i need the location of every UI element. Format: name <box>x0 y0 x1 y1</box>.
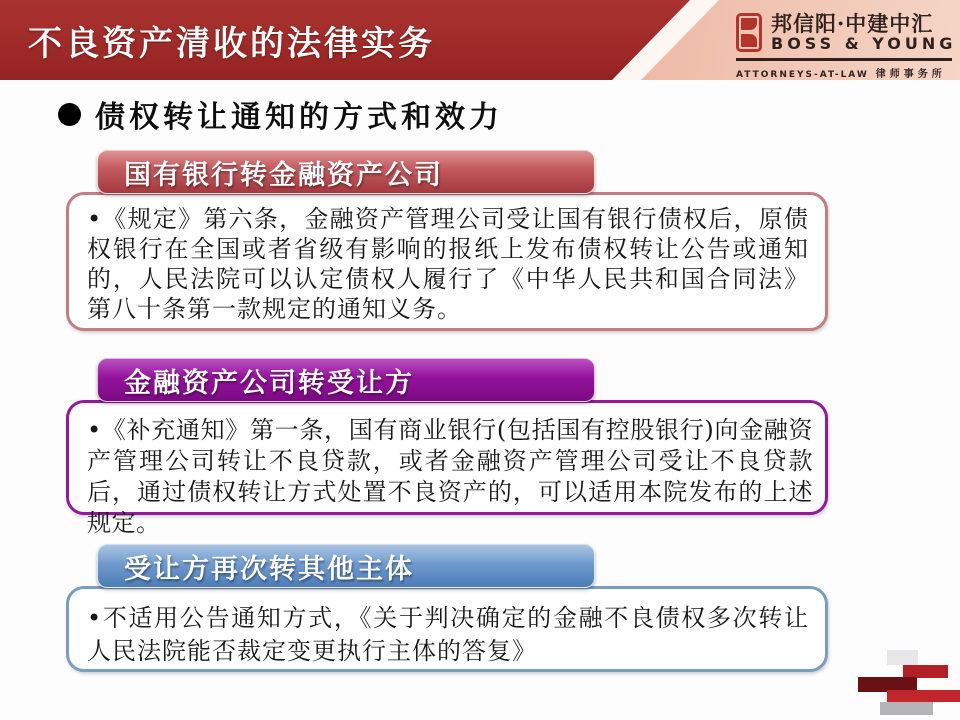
textbox-amc-to-assignee <box>66 400 828 537</box>
tab-amc-to-assignee <box>97 358 595 402</box>
section-heading <box>58 92 503 136</box>
textbox-body: •《规定》第六条，金融资产管理公司受让国有银行债权后，原债权银行在全国或者省级有影响的报纸上发布债权转让公告或通知的，人民法院可以认定债权人履行了《中华人民共和国合同法》第八十条第一款规定的通知义务。 <box>87 205 809 323</box>
tab-assignee-to-others <box>97 544 595 588</box>
logo-cn-name: 邦信阳·中建中汇 <box>771 11 934 36</box>
tab-label: 金融资产公司转受让方 <box>124 367 414 399</box>
textbox-state-bank-to-amc <box>66 192 828 331</box>
tab-label: 受让方再次转其他主体 <box>124 553 414 585</box>
footer-deco-red-band-block <box>887 690 960 702</box>
logo-en-name: BOSS & YOUNG <box>771 34 957 53</box>
textbox-body: •《补充通知》第一条，国有商业银行(包括国有控股银行)向金融资产管理公司转让不良贷款，或者金融资产管理公司受让不良贷款后，通过债权转让方式处置不良资产的，可以适用本院发布的上述规定。 <box>87 416 813 537</box>
logo-row <box>736 11 957 53</box>
footer-deco-gray-block <box>880 702 933 715</box>
logo-tagline-cn: 律师事务所 <box>875 69 946 80</box>
textbox-body: •不适用公告通知方式，《关于判决确定的金融不良债权多次转让人民法院能否裁定变更执行主体的答复》 <box>87 604 809 665</box>
logo-tagline-en: ATTORNEYS-AT-LAW <box>736 70 869 80</box>
header-banner <box>0 0 960 80</box>
logo-mark-top-block <box>741 18 757 30</box>
slide-title: 不良资产清收的法律实务 <box>28 24 435 64</box>
logo-divider <box>736 58 952 61</box>
logo-tagline <box>736 65 952 80</box>
boss-young-logo-icon <box>736 13 762 52</box>
firm-logo <box>736 11 957 80</box>
tab-state-bank-to-amc <box>97 150 595 194</box>
bullet-dot-icon <box>58 103 81 126</box>
logo-mark-bottom-block <box>741 34 757 47</box>
textbox-assignee-to-others <box>66 586 828 672</box>
section-heading-text: 债权转让通知的方式和效力 <box>95 100 503 135</box>
tab-label: 国有银行转金融资产公司 <box>124 159 443 191</box>
footer-deco-light-gray-block <box>887 650 918 665</box>
logo-text <box>771 13 956 53</box>
